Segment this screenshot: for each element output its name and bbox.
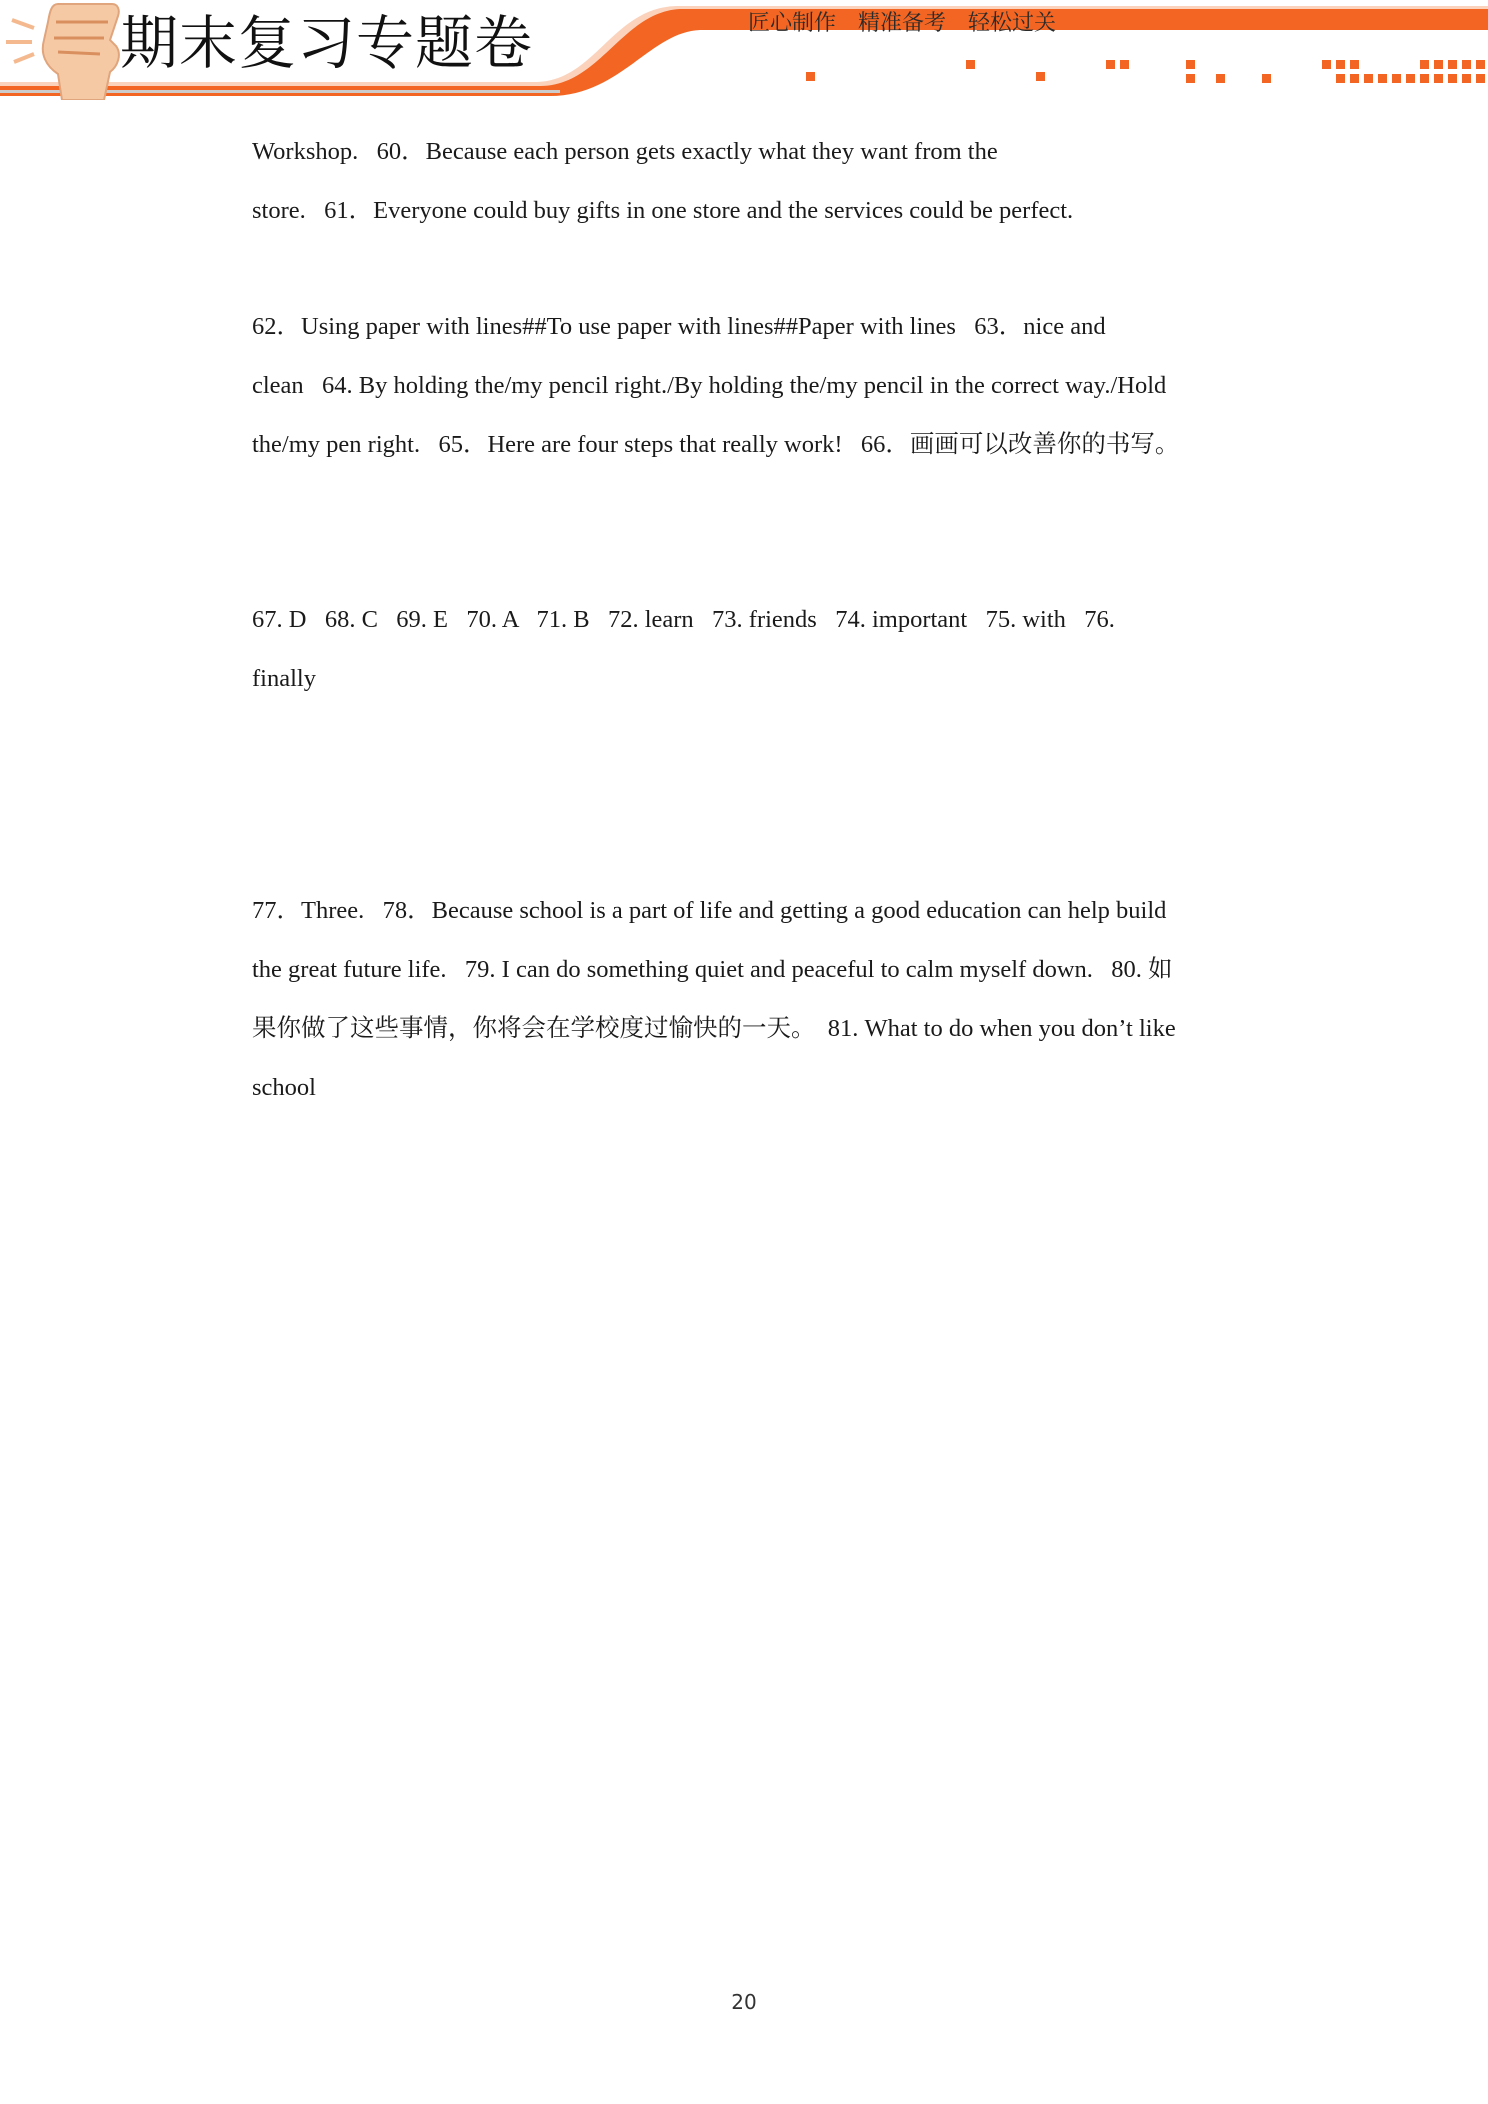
answer-line: the great future life. 79. I can do something quiet and peaceful to calm myself down. 80. 如 bbox=[252, 956, 1173, 983]
page-header bbox=[0, 0, 1488, 100]
answer-line: school bbox=[252, 1074, 316, 1101]
header-slogan bbox=[748, 10, 1078, 38]
answer-line: the/my pen right. 65．Here are four steps that really work! 66．画画可以改善你的书写。 bbox=[252, 431, 1180, 458]
answer-block-67-76 bbox=[252, 590, 1262, 708]
answer-line: store. 61．Everyone could buy gifts in one store and the services could be perfect. bbox=[252, 197, 1074, 224]
header-title: 期末复习专题卷 bbox=[120, 9, 534, 77]
answer-block-60-61 bbox=[252, 122, 1262, 240]
decorative-blocks bbox=[806, 60, 1485, 83]
slogan-2: 精准备考 bbox=[858, 11, 947, 36]
answer-content bbox=[252, 122, 1262, 1117]
answer-line: finally bbox=[252, 665, 316, 692]
answer-block-62-66 bbox=[252, 297, 1262, 474]
answer-line: 67. D 68. C 69. E 70. A 71. B 72. learn 73. friends 74. important 75. with 76. bbox=[252, 606, 1115, 633]
answer-line: clean 64. By holding the/my pencil right./By holding the/my pencil in the correct way./Hold bbox=[252, 372, 1167, 399]
answer-line: Workshop. 60．Because each person gets exactly what they want from the bbox=[252, 138, 998, 165]
answer-line: 77．Three. 78．Because school is a part of life and getting a good education can help build bbox=[252, 897, 1167, 924]
answer-block-77-81 bbox=[252, 881, 1262, 1117]
answer-line: 果你做了这些事情，你将会在学校度过愉快的一天。 81. What to do when you don’t like bbox=[252, 1015, 1176, 1042]
page-number: 20 bbox=[731, 1990, 757, 2014]
slogan-1: 匠心制作 bbox=[748, 11, 837, 36]
slogan-3: 轻松过关 bbox=[968, 11, 1057, 36]
answer-line: 62．Using paper with lines##To use paper with lines##Paper with lines 63．nice and bbox=[252, 313, 1106, 340]
